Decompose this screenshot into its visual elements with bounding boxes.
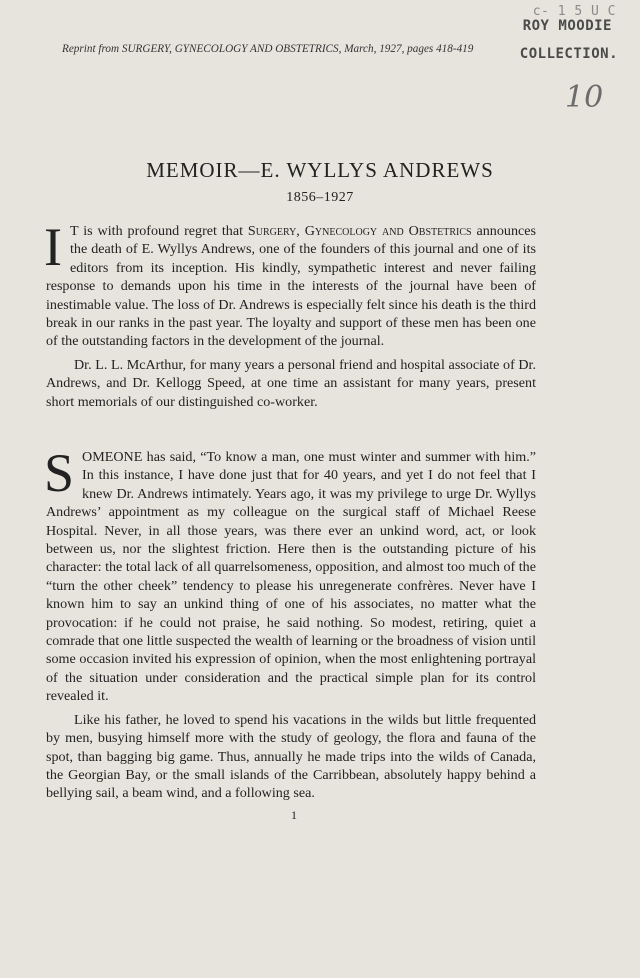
intro-dropcap: I [44,217,62,277]
stamp-line-1: ROY MOODIE [522,18,612,34]
intro-paragraph-1 [44,217,536,351]
memorial-paragraph-1 [44,443,537,706]
intro-section [44,217,536,416]
intro-paragraph-2: Dr. L. L. McArthur, for many years a personal friend and hospital associate of Dr. Andrews, and Dr. Kellogg Speed, at one time an assistant for many years, present short memorials of our distinguished co-worker. [46,356,536,410]
collection-stamp [519,4,618,66]
page-number: 1 [291,808,297,822]
life-years: 1856–1927 [286,190,354,205]
memorial-p1-rest: has said, “To know a man, one must winter and summer with him.” In this instance, I have done just that for 40 years, and yet I do not feel that I knew Dr. Andrews intimately. Years ago, it was my privilege to urge Dr. Wyllys Andrews’ appointment as my colleague on the surgical staff of Michael Reese Hospital. Never, in all those years, was there ever an unkind word, act, or look between us, nor the slightest friction. Here then is the outstanding picture of his character: the total lack of all quarrelsomeness, opposition, and almost too much of the “turn the other cheek” tendency to please his unregenerate confrères. Never have I known him to say an unkind thing of one of his associates, no matter what the provocation: if he could not praise, he said nothing. So modest, retiring, quiet a comrade that one little suspected the wealth of learning or the broadness of vision until some occasion invited his expression of opinion, when the most enlightening portrayal of the situation under consideration and the practical simple plan for its control revealed it. [46,449,537,705]
intro-p1-rest: announces the death of E. Wyllys Andrews, one of the founders of this journal and one of its editors from its inception. His kindly, sympathetic interest and never failing response to demands upon his time in the interests of the journal have been of inestimable value. The loss of Dr. Andrews is especially felt since his death is the third break in our ranks in the past year. The loyalty and support of these men has been one of the outstanding factors in the development of the journal. [46,223,536,350]
handwritten-number: 10 [565,80,604,115]
reprint-notice: Reprint from SURGERY, GYNECOLOGY AND OBSTETRICS, March, 1927, pages 418-419 [62,43,474,55]
memorial-section [44,443,537,808]
intro-p1-start: T is with profound regret that [69,223,248,239]
memorial-paragraph-2: Like his father, he loved to spend his vacations in the wilds but little frequented by men, busying himself more with the study of geology, the flora and fauna of the spot, than bagging big game. Thus, annually he made trips into the wilds of Canada, the Georgian Bay, or the small islands of the Carribbean, absolutely happy behind a bellying sail, a beam wind, and a following sea. [46,711,536,802]
stamp-scribble: c- 1 5 U C [532,4,616,19]
journal-name: Surgery, Gynecology and Obstetrics [247,223,472,239]
page-title: MEMOIR—E. WYLLYS ANDREWS [146,158,494,182]
stamp-line-2: COLLECTION. [519,46,618,62]
memorial-p1-lead: OMEONE [82,449,143,465]
memorial-dropcap: S [44,443,75,503]
